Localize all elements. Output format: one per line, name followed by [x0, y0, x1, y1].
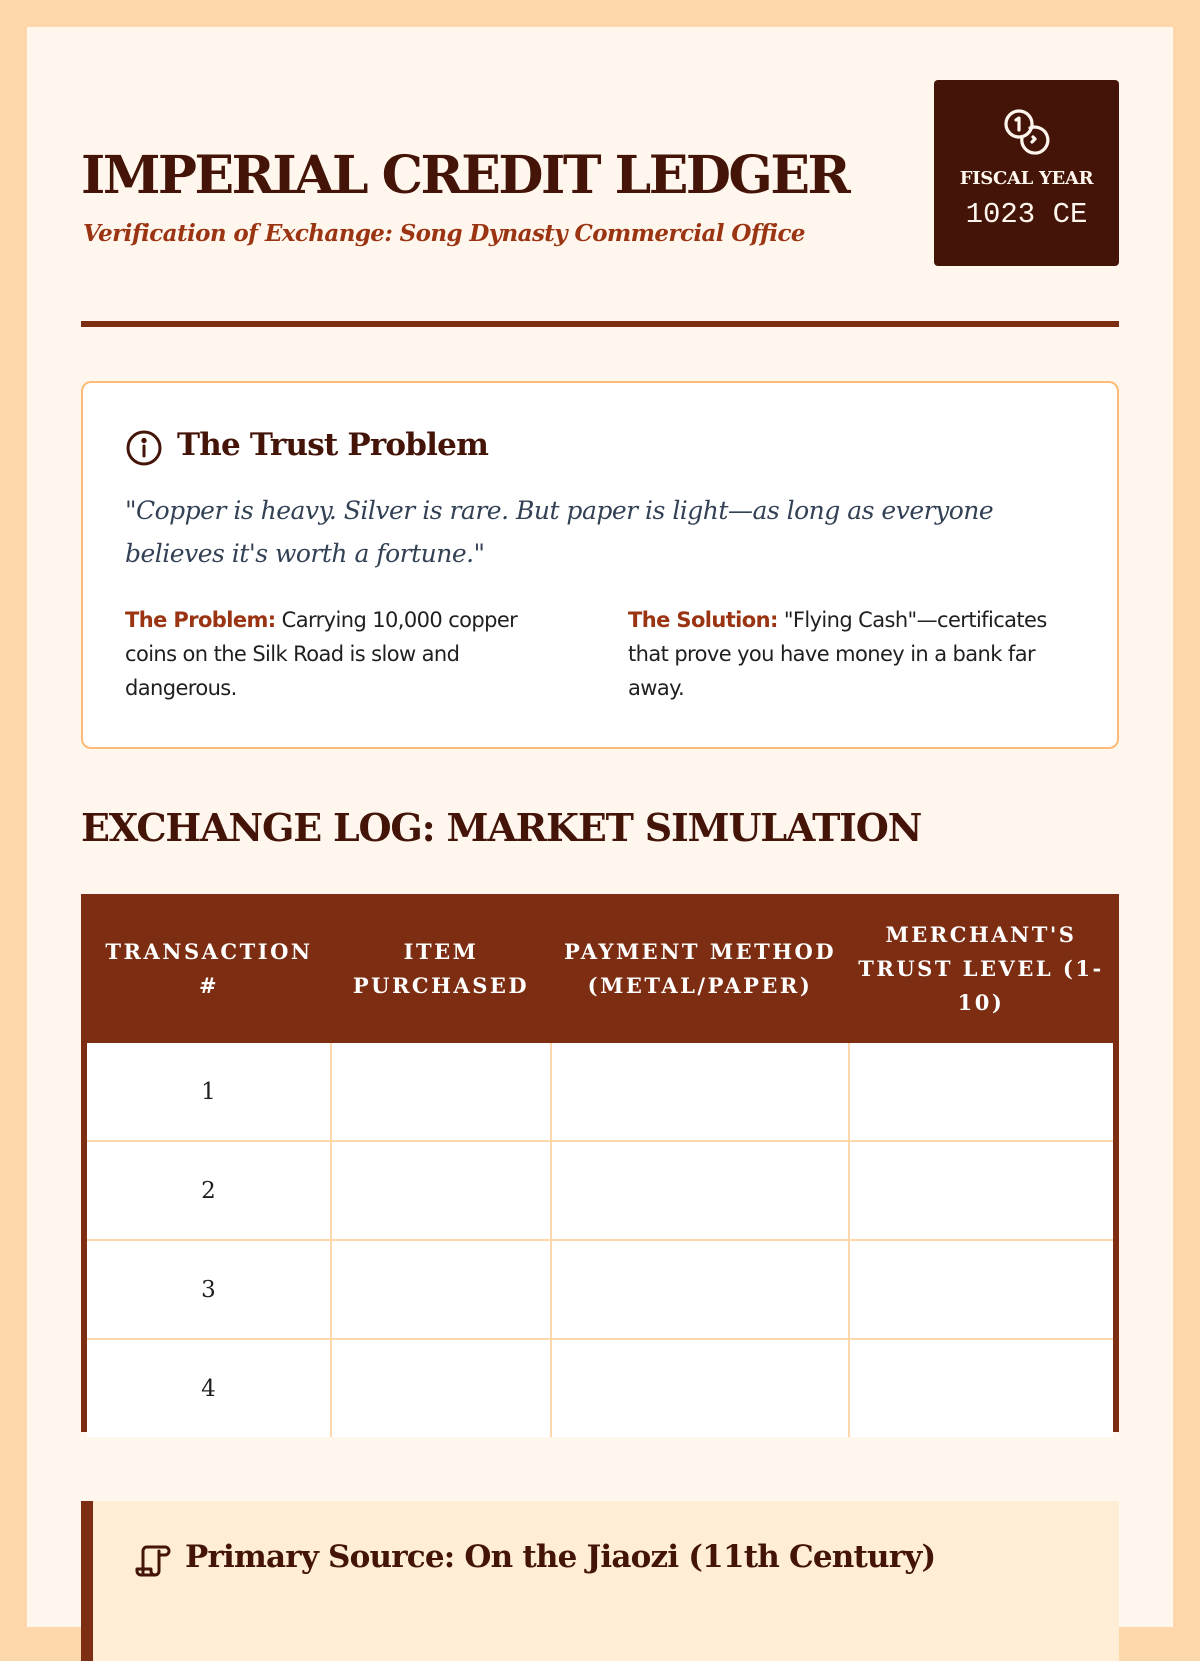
table-row	[87, 1141, 1113, 1240]
trust-quote: "Copper is heavy. Silver is rare. But paper is light—as long as everyone believes it's worth a fortune."	[125, 496, 994, 568]
page-title: IMPERIAL CREDIT LEDGER	[81, 145, 849, 206]
table-row	[87, 1339, 1113, 1437]
header	[81, 80, 1119, 270]
problem-paragraph	[125, 603, 565, 705]
solution-label: The Solution:	[628, 608, 778, 632]
solution-text: "Flying Cash"—certificates that prove you have money in a bank far away.	[628, 608, 1047, 700]
header-divider	[81, 321, 1119, 327]
info-icon	[125, 429, 163, 467]
column-header-trust: MERCHANT'S TRUST LEVEL (1-10)	[849, 894, 1113, 1043]
trust-cell[interactable]	[849, 1043, 1113, 1141]
item-cell[interactable]	[331, 1240, 551, 1339]
primary-source-card	[81, 1501, 1119, 1661]
item-cell[interactable]	[331, 1339, 551, 1437]
problem-text: Carrying 10,000 copper coins on the Silk Road is slow and dangerous.	[125, 608, 518, 700]
solution-paragraph	[628, 603, 1068, 705]
page-subtitle: Verification of Exchange: Song Dynasty Commercial Office	[83, 220, 805, 247]
exchange-log-title: EXCHANGE LOG: MARKET SIMULATION	[81, 805, 922, 850]
primary-source-heading: Primary Source: On the Jiaozi (11th Century)	[185, 1539, 936, 1575]
transaction-number: 4	[87, 1339, 331, 1437]
transaction-number: 2	[87, 1141, 331, 1240]
fiscal-year-label: FISCAL YEAR	[959, 168, 1094, 189]
problem-label: The Problem:	[125, 608, 276, 632]
worksheet-page	[27, 27, 1173, 1627]
trust-heading: The Trust Problem	[177, 427, 489, 463]
payment-cell[interactable]	[551, 1043, 849, 1141]
table-row	[87, 1043, 1113, 1141]
trust-problem-card	[81, 381, 1119, 749]
item-cell[interactable]	[331, 1141, 551, 1240]
table-header-row	[87, 894, 1113, 1043]
trust-cell[interactable]	[849, 1240, 1113, 1339]
column-header-item: ITEM PURCHASED	[331, 894, 551, 1043]
trust-cell[interactable]	[849, 1141, 1113, 1240]
trust-cell[interactable]	[849, 1339, 1113, 1437]
exchange-log-grid	[87, 894, 1113, 1437]
item-cell[interactable]	[331, 1043, 551, 1141]
payment-cell[interactable]	[551, 1339, 849, 1437]
table-row	[87, 1240, 1113, 1339]
column-header-transaction: TRANSACTION #	[87, 894, 331, 1043]
fiscal-year-value: 1023 CE	[965, 198, 1088, 231]
column-header-payment: PAYMENT METHOD (METAL/PAPER)	[551, 894, 849, 1043]
payment-cell[interactable]	[551, 1240, 849, 1339]
coins-icon	[1000, 106, 1052, 158]
transaction-number: 1	[87, 1043, 331, 1141]
fiscal-year-badge	[934, 80, 1119, 266]
scroll-icon	[133, 1543, 171, 1581]
transaction-number: 3	[87, 1240, 331, 1339]
exchange-log-table	[81, 894, 1119, 1432]
payment-cell[interactable]	[551, 1141, 849, 1240]
